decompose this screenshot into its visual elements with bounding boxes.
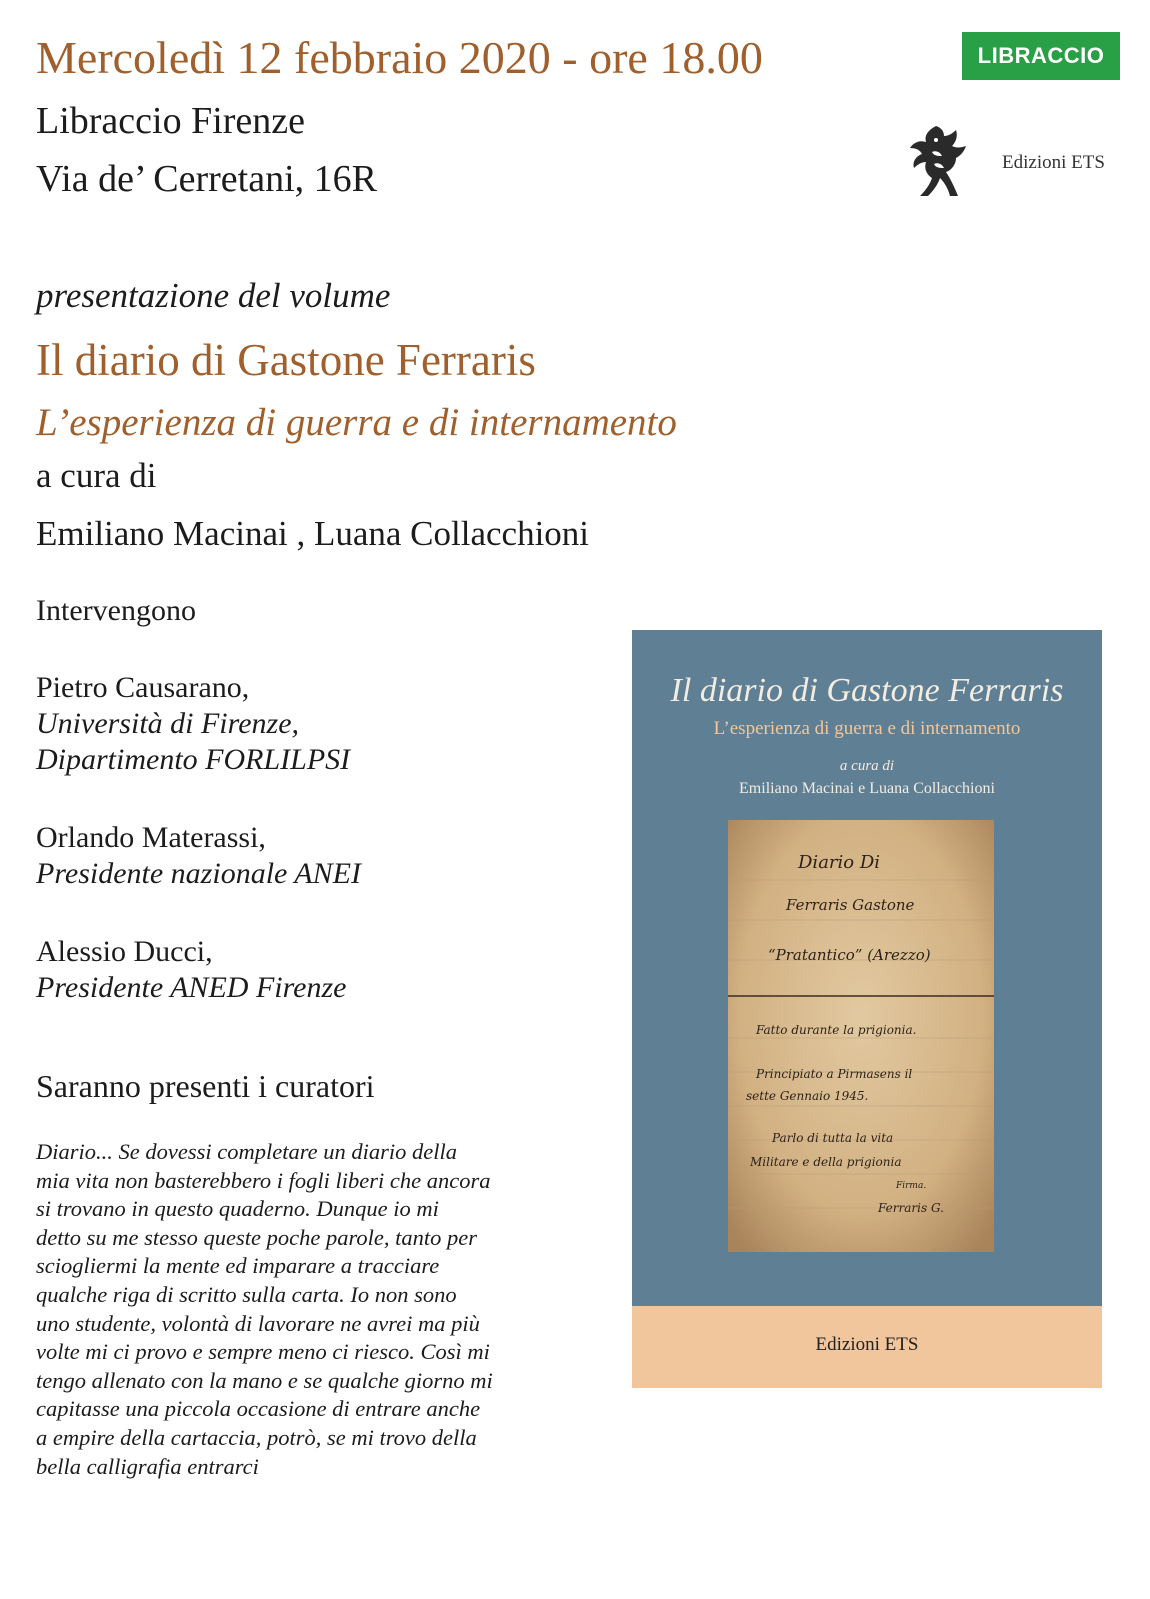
speaker-name: Alessio Ducci,	[36, 935, 213, 968]
diary-page-image	[728, 820, 994, 1252]
diary-line: Principiato a Pirmasens il	[756, 1067, 913, 1081]
speaker-role: Università di Firenze,	[36, 707, 300, 740]
diary-line: “Pratantico” (Arezzo)	[768, 946, 931, 964]
quote-line: uno studente, volontà di lavorare ne avrei ma più	[36, 1310, 480, 1336]
event-date: Mercoledì 12 febbraio 2020 - ore 18.00	[36, 32, 763, 83]
cover-editors: Emiliano Macinai e Luana Collacchioni	[739, 780, 995, 797]
speaker-name: Pietro Causarano,	[36, 671, 250, 704]
venue-address: Via de’ Cerretani, 16R	[36, 158, 377, 200]
quote-line: qualche riga di scritto sulla carta. Io non sono	[36, 1281, 457, 1307]
quote-line: bella calligrafia entrarci	[36, 1453, 259, 1479]
diary-line: sette Gennaio 1945.	[746, 1089, 869, 1103]
book-subtitle: L’esperienza di guerra e di internamento	[36, 401, 677, 444]
speakers-heading: Intervengono	[36, 594, 196, 627]
diary-line: Firma.	[896, 1181, 927, 1191]
presentation-intro: presentazione del volume	[36, 276, 391, 315]
curators-present-note: Saranno presenti i curatori	[36, 1068, 375, 1104]
book-editors: Emiliano Macinai , Luana Collacchioni	[36, 514, 590, 553]
quote-line: mia vita non basterebbero i fogli liberi che ancora	[36, 1167, 491, 1193]
quote-line: tengo allenato con la mano e se qualche giorno mi	[36, 1367, 493, 1393]
speaker-role: Dipartimento FORLILPSI	[36, 743, 351, 776]
cover-publisher: Edizioni ETS	[815, 1334, 919, 1355]
speaker-role: Presidente ANED Firenze	[36, 971, 347, 1004]
diary-quote	[36, 1138, 606, 1481]
curated-label: a cura di	[36, 456, 157, 495]
speaker-item	[36, 820, 361, 892]
diary-line: Fatto durante la prigionia.	[756, 1023, 917, 1037]
cover-subtitle: L’esperienza di guerra e di internamento	[713, 718, 1021, 739]
cover-bottom-band	[632, 1306, 1102, 1388]
cover-curated-label: a cura di	[839, 758, 895, 774]
libraccio-logo: LIBRACCIO	[962, 32, 1120, 80]
diary-line: Parlo di tutta la vita	[772, 1131, 894, 1145]
quote-line: Diario... Se dovessi completare un diario della	[36, 1139, 457, 1164]
diary-signature: Ferraris G.	[878, 1201, 944, 1215]
heraldic-griffin-icon	[906, 122, 970, 200]
quote-line: volte mi ci provo e sempre meno ci riesco. Così mi	[36, 1339, 490, 1365]
cover-title: Il diario di Gastone Ferraris	[670, 672, 1064, 709]
quote-line: si trovano in questo quaderno. Dunque io mi	[36, 1196, 439, 1222]
book-title: Il diario di Gastone Ferraris	[36, 335, 536, 385]
speaker-role: Presidente nazionale ANEI	[36, 857, 361, 890]
venue-name: Libraccio Firenze	[36, 100, 306, 142]
speaker-name: Orlando Materassi,	[36, 821, 266, 854]
diary-line: Militare e della prigionia	[750, 1155, 902, 1169]
quote-line: detto su me stesso queste poche parole, tanto per	[36, 1224, 477, 1250]
quote-line: a empire della cartaccia, potrò, se mi trovo della	[36, 1424, 477, 1450]
diary-line: Ferraris Gastone	[786, 896, 915, 914]
publisher-name: Edizioni ETS	[1002, 152, 1105, 173]
speaker-item	[36, 670, 350, 778]
quote-line: capitasse una piccola occasione di entrare anche	[36, 1396, 481, 1422]
diary-line: Diario Di	[798, 852, 881, 873]
book-cover	[632, 630, 1102, 1388]
speaker-item	[36, 934, 347, 1006]
quote-line: sciogliermi la mente ed imparare a tracciare	[36, 1253, 440, 1279]
